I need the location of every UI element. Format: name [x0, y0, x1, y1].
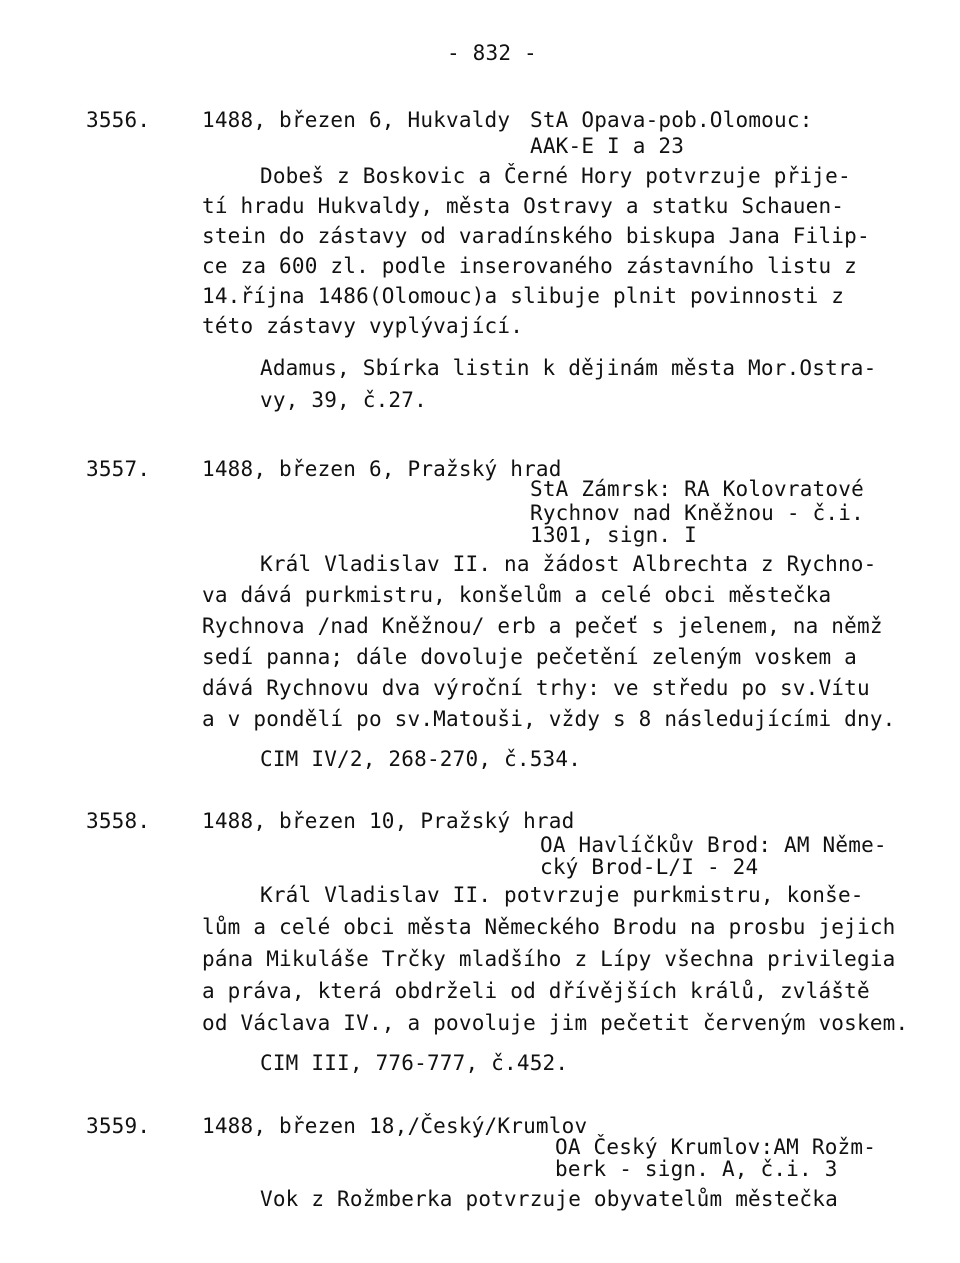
- regest-line: Král Vladislav II. potvrzuje purkmistru, konše-: [260, 883, 864, 907]
- entry-header: 1488, březen 6, Pražský hrad: [202, 457, 562, 481]
- regest-line: dává Rychnovu dva výroční trhy: ve středu po sv.Vítu: [202, 676, 870, 700]
- archive-source-line: OA Havlíčkův Brod: AM Něme-: [540, 833, 887, 857]
- archive-source-line: OA Český Krumlov:AM Rožm-: [555, 1135, 877, 1159]
- regest-line: 14.října 1486(Olomouc)a slibuje plnit povinnosti z: [202, 284, 845, 308]
- page-number: - 832 -: [447, 41, 537, 65]
- entry-number: 3556.: [86, 108, 151, 132]
- citation-line: Adamus, Sbírka listin k dějinám města Mor.Ostra-: [260, 356, 877, 380]
- regest-line: va dává purkmistru, konšelům a celé obci městečka: [202, 583, 832, 607]
- regest-line: Vok z Rožmberka potvrzuje obyvatelům městečka: [260, 1187, 838, 1211]
- entry-number: 3559.: [86, 1114, 151, 1138]
- entry-number: 3557.: [86, 457, 151, 481]
- regest-line: Dobeš z Boskovic a Černé Hory potvrzuje přije-: [260, 164, 851, 188]
- archive-source-line: StA Zámrsk: RA Kolovratové: [530, 477, 864, 501]
- entry-header: 1488, březen 6, Hukvaldy: [202, 108, 511, 132]
- regest-line: pána Mikuláše Trčky mladšího z Lípy všechna privilegia: [202, 947, 896, 971]
- citation-line: CIM III, 776-777, č.452.: [260, 1051, 569, 1075]
- entry-header: 1488, březen 10, Pražský hrad: [202, 809, 575, 833]
- regest-line: lům a celé obci města Německého Brodu na prosbu jejich: [202, 915, 896, 939]
- archive-source-line: Rychnov nad Kněžnou - č.i.: [530, 501, 864, 525]
- regest-line: a práva, která obdrželi od dřívějších králů, zvláště: [202, 979, 870, 1003]
- archive-source-line: 1301, sign. I: [530, 523, 697, 547]
- regest-line: od Václava IV., a povoluje jim pečetit červeným voskem.: [202, 1011, 909, 1035]
- regest-line: ce za 600 zl. podle inserovaného zástavního listu z: [202, 254, 857, 278]
- citation-line: vy, 39, č.27.: [260, 388, 427, 412]
- regest-line: Rychnova /nad Kněžnou/ erb a pečeť s jelenem, na němž: [202, 614, 883, 638]
- regest-line: sedí panna; dále dovoluje pečetění zeleným voskem a: [202, 645, 857, 669]
- regest-line: stein do zástavy od varadínského biskupa Jana Filip-: [202, 224, 870, 248]
- archive-source-line: AAK-E I a 23: [530, 134, 685, 158]
- archive-source-line: berk - sign. A, č.i. 3: [555, 1157, 838, 1181]
- regest-line: Král Vladislav II. na žádost Albrechta z Rychno-: [260, 552, 877, 576]
- entry-number: 3558.: [86, 809, 151, 833]
- regest-line: tí hradu Hukvaldy, města Ostravy a statku Schauen-: [202, 194, 845, 218]
- archive-source-line: cký Brod-L/I - 24: [540, 855, 759, 879]
- citation-line: CIM IV/2, 268-270, č.534.: [260, 747, 582, 771]
- archive-source-line: StA Opava-pob.Olomouc:: [530, 108, 813, 132]
- regest-line: a v pondělí po sv.Matouši, vždy s 8 následujícími dny.: [202, 707, 896, 731]
- entry-header: 1488, březen 18,/Český/Krumlov: [202, 1114, 588, 1138]
- regest-line: této zástavy vyplývající.: [202, 314, 524, 338]
